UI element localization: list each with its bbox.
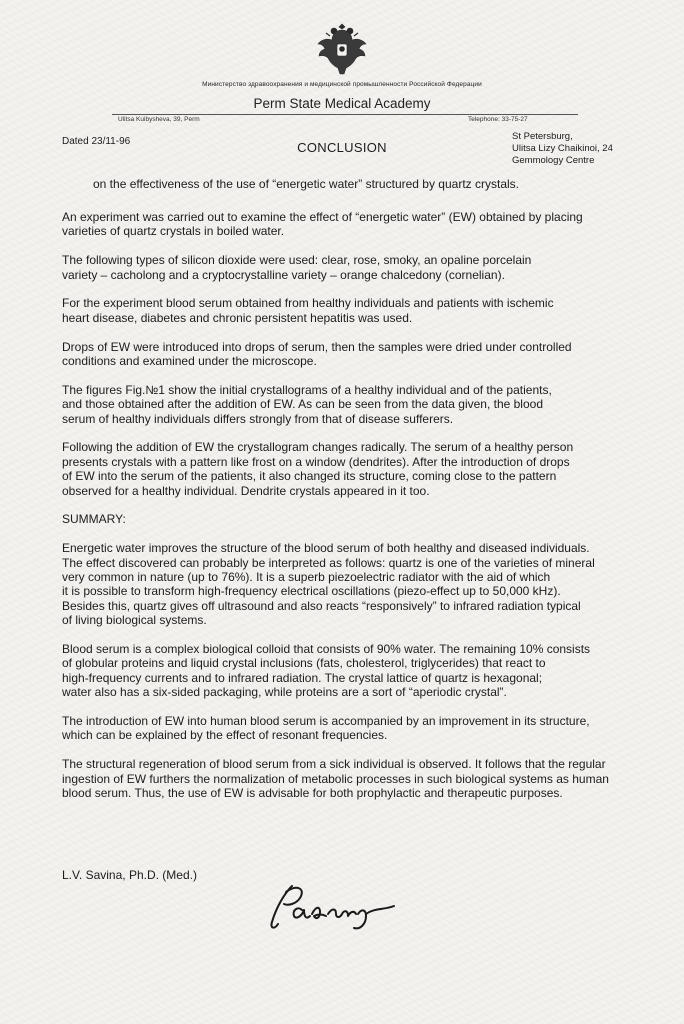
academy-telephone: Telephone: 33-75-27 (468, 116, 528, 123)
paragraph-line: The effect discovered can probably be interpreted as follows: quartz is one of the varieties of mineral (62, 555, 595, 570)
academy-address: Ulitsa Kuibysheva, 39, Perm (118, 116, 200, 123)
paragraph-line: presents crystals with a pattern like frost on a window (dendrites). After the introduction of drops (62, 454, 570, 469)
paragraph-line: very common in nature (up to 76%). It is a superb piezoelectric radiator with the aid of which (62, 570, 551, 585)
paragraph (62, 210, 632, 239)
signer-name: L.V. Savina, Ph.D. (Med.) (62, 868, 197, 882)
ministry-name: Министерство здравоохранения и медицинской промышленности Российской Федерации (202, 81, 482, 88)
paragraph-line: which can be explained by the effect of resonant frequencies. (62, 728, 388, 743)
recipient-address (512, 131, 613, 167)
paragraph (62, 541, 632, 627)
paragraph-line: it is possible to transform high-frequency electrical oscillations (piezo-effect up to 50,000 kHz). (62, 584, 561, 599)
document-date: Dated 23/11-96 (62, 136, 131, 147)
paragraph-line: For the experiment blood serum obtained from healthy individuals and patients with ischemic (62, 296, 554, 311)
paragraph-line: blood serum. Thus, the use of EW is advisable for both prophylactic and therapeutic purposes. (62, 786, 563, 801)
paragraph (62, 383, 632, 426)
paragraph-line: SUMMARY: (62, 512, 126, 527)
document-body (62, 210, 632, 815)
paragraph-line: variety – cacholong and a cryptocrystalline variety – orange chalcedony (cornelian). (62, 267, 505, 282)
paragraph-line: high-frequency currents and to infrared radiation. The crystal lattice of quartz is hexagonal; (62, 670, 543, 685)
paragraph (62, 296, 632, 325)
document-subtitle: on the effectiveness of the use of “energetic water” structured by quartz crystals. (93, 177, 519, 191)
paragraph-line: conditions and examined under the microscope. (62, 354, 317, 369)
paragraph-line: The structural regeneration of blood serum from a sick individual is observed. It follows that the regular (62, 757, 606, 772)
paragraph-line: and those obtained after the addition of EW. As can be seen from the data given, the blood (62, 397, 543, 412)
paragraph-line: heart disease, diabetes and chronic persistent hepatitis was used. (62, 310, 413, 325)
paragraph-line: The figures Fig.№1 show the initial crystallograms of a healthy individual and of the patients, (62, 382, 552, 397)
paragraph-line: Energetic water improves the structure of the blood serum of both healthy and diseased individuals. (62, 541, 590, 556)
paragraph-line: Following the addition of EW the crystallogram changes radically. The serum of a healthy person (62, 440, 574, 455)
paragraph (62, 340, 632, 369)
paragraph-line: of globular proteins and liquid crystal inclusions (fats, cholesterol, triglycerides) that react to (62, 656, 546, 671)
paragraph (62, 253, 632, 282)
section-heading (62, 512, 632, 526)
paragraph-line: water also has a six-sided packaging, while proteins are a sort of “aperiodic crystal”. (62, 685, 507, 700)
recipient-address-line: St Petersburg, (512, 131, 573, 142)
paragraph-line: serum of healthy individuals differs strongly from that of disease sufferers. (62, 411, 454, 426)
recipient-address-line: Ulitsa Lizy Chaikinoi, 24 (512, 143, 613, 154)
paragraph (62, 642, 632, 700)
paragraph-line: varieties of quartz crystals in boiled water. (62, 224, 285, 239)
paragraph (62, 714, 632, 743)
paragraph-line: The following types of silicon dioxide were used: clear, rose, smoky, an opaline porcelain (62, 253, 532, 268)
double-headed-eagle-emblem-icon (316, 22, 368, 76)
academy-name: Perm State Medical Academy (253, 96, 431, 111)
handwritten-signature-icon (262, 880, 402, 936)
paragraph (62, 440, 632, 498)
paragraph-line: Blood serum is a complex biological colloid that consists of 90% water. The remaining 10% consists (62, 642, 591, 657)
paragraph-line: of EW into the serum of the patients, it also changed its structure, coming close to the pattern (62, 469, 557, 484)
paragraph-line: ingestion of EW furthers the normalization of metabolic processes in such biological systems as human (62, 771, 609, 786)
paragraph-line: Drops of EW were introduced into drops of serum, then the samples were dried under controlled (62, 339, 572, 354)
recipient-address-line: Gemmology Centre (512, 155, 595, 166)
paragraph-line: observed for a healthy individual. Dendrite crystals appeared in it too. (62, 483, 430, 498)
paragraph-line: of living biological systems. (62, 613, 207, 628)
document-title: CONCLUSION (297, 140, 387, 155)
paragraph-line: The introduction of EW into human blood serum is accompanied by an improvement in its structure, (62, 714, 590, 729)
letterhead-divider (112, 114, 578, 115)
paragraph (62, 757, 632, 800)
paragraph-line: Besides this, quartz gives off ultrasound and also reacts “responsively” to infrared radiation typical (62, 598, 581, 613)
paragraph-line: An experiment was carried out to examine the effect of “energetic water” (EW) obtained by placing (62, 210, 583, 224)
